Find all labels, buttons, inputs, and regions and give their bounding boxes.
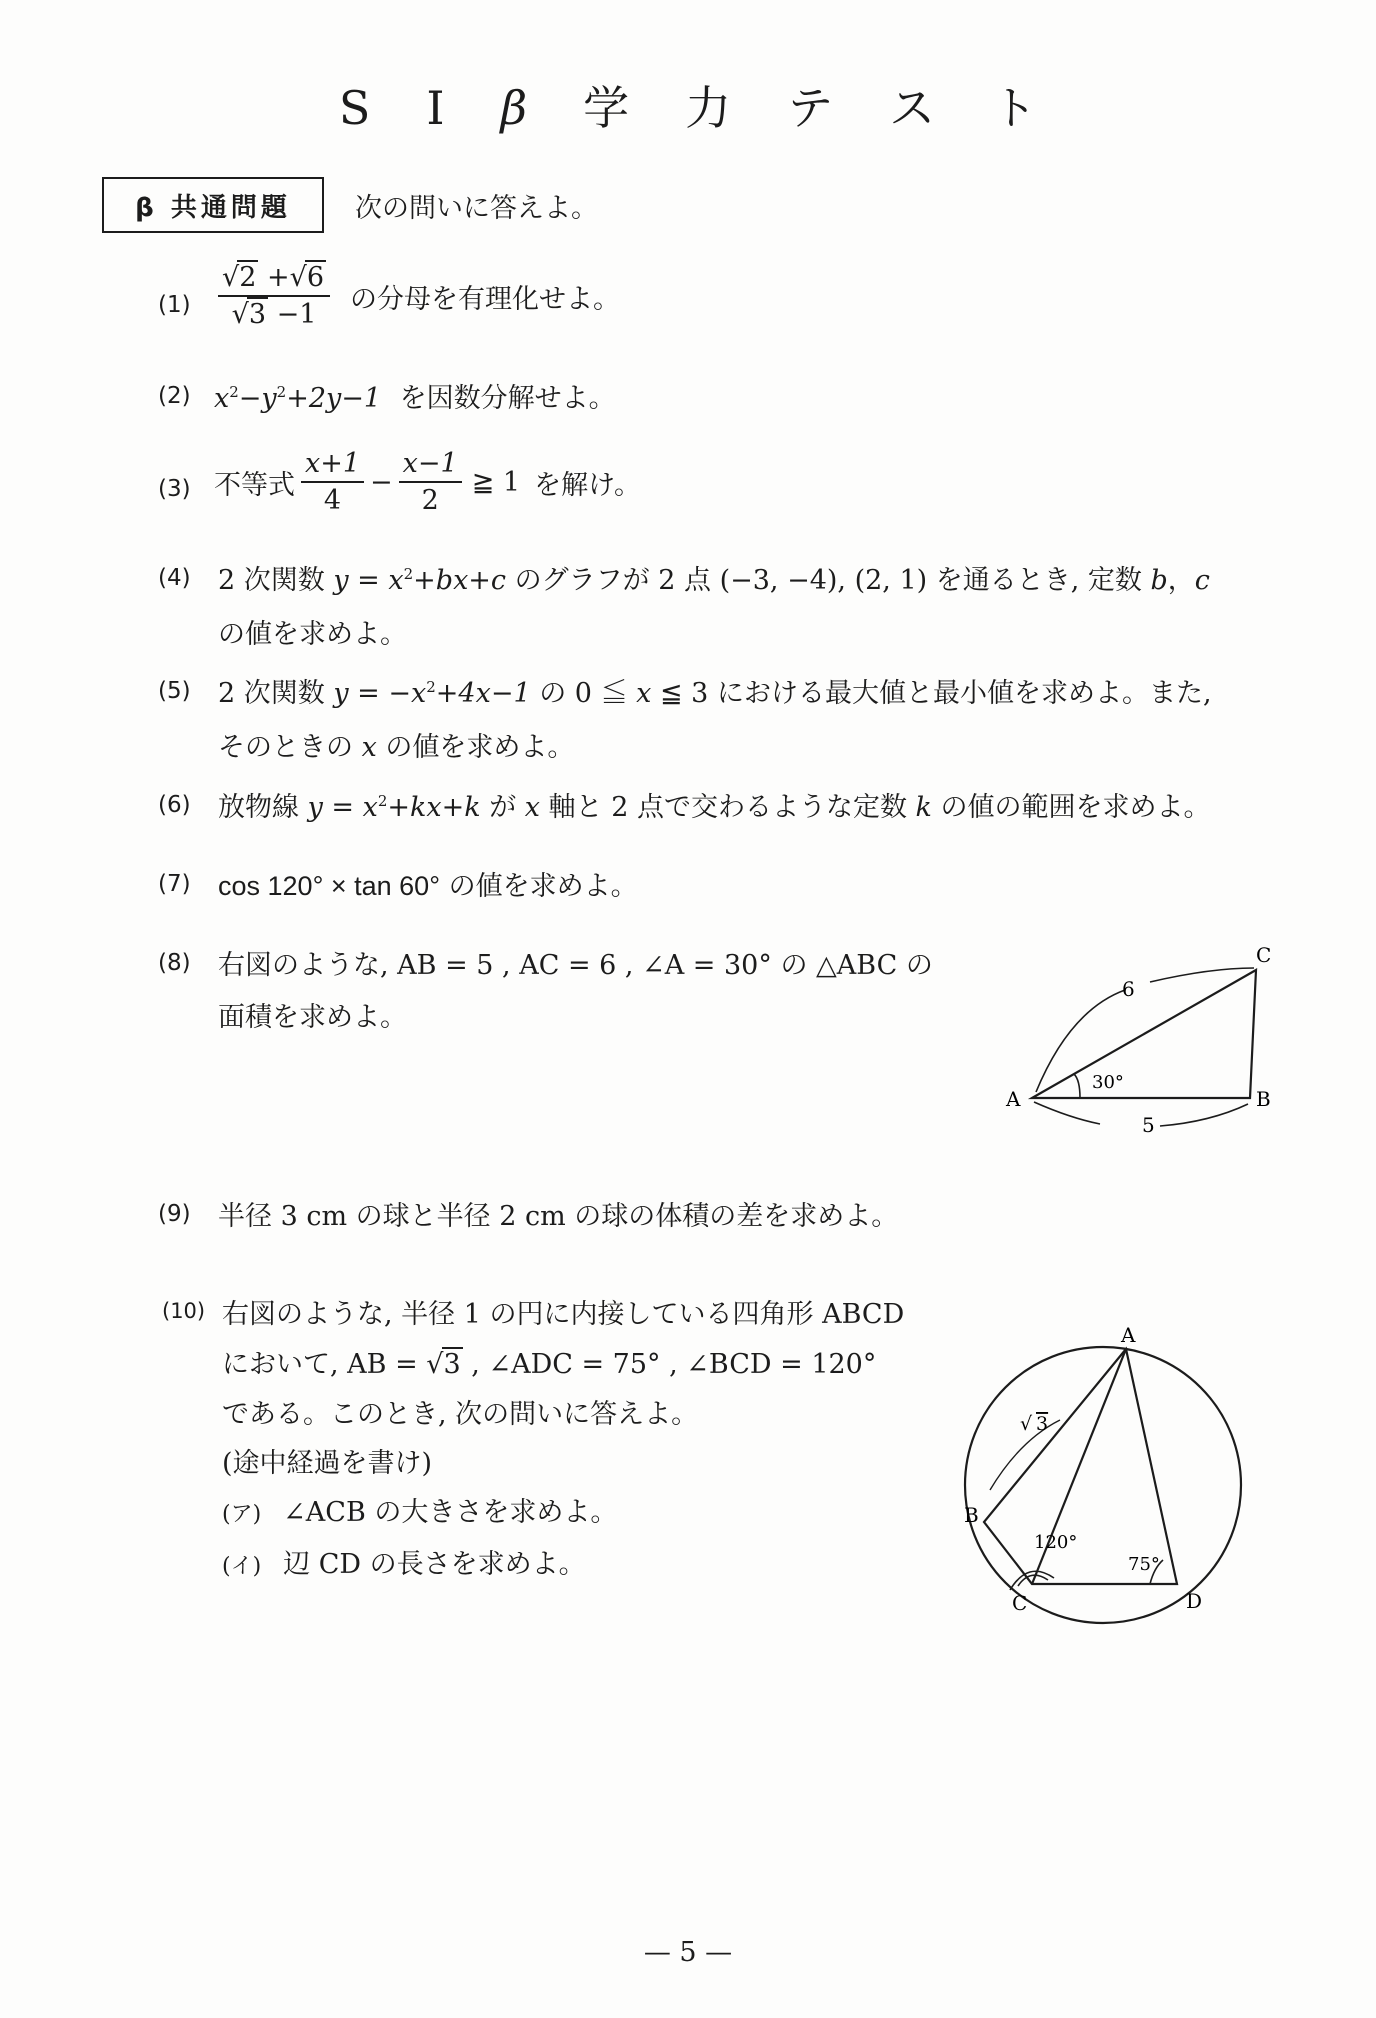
q9-number: (9): [158, 1201, 191, 1227]
triangle-abc: [1032, 970, 1256, 1098]
q10-line4: (途中経過を書け): [222, 1448, 433, 1479]
vertex-b-label: B: [1256, 1087, 1271, 1111]
page-number: — 5 —: [643, 1937, 733, 1968]
q9-text: 半径 3 cm の球と半径 2 cm の球の体積の差を求めよ。: [218, 1201, 899, 1232]
q4-line1: 2 次関数 $y = x^2+bx+c$ のグラフが 2 点 (−3, −4), (2, 1) を通るとき, 定数 b，c: [218, 565, 1210, 596]
vertex-b-label: B: [964, 1503, 979, 1527]
angle-d-label: 75°: [1128, 1554, 1160, 1575]
side-ac-label: 6: [1122, 977, 1135, 1001]
q3-number: (3): [158, 476, 191, 502]
q10-line1: 右図のような, 半径 1 の円に内接している四角形 ABCD: [222, 1299, 905, 1330]
q4-line2: の値を求めよ。: [218, 619, 407, 650]
circle-quadrilateral-figure: [950, 1323, 1250, 1615]
q1-number: (1): [158, 292, 191, 318]
arc-ab-right: [1160, 1104, 1248, 1126]
q10-number: (10): [162, 1299, 206, 1323]
q10-line3: である。このとき, 次の問いに答えよ。: [222, 1399, 699, 1430]
angle-c-arc-outer: [1010, 1571, 1054, 1590]
q8-line1: 右図のような, AB = 5 , AC = 6 , ∠A = 30° の △ABC の: [218, 950, 933, 981]
q4-number: (4): [158, 565, 191, 591]
q5-number: (5): [158, 678, 191, 704]
arc-ab-left: [1034, 1102, 1100, 1124]
vertex-c-label: C: [1256, 943, 1272, 967]
angle-a-arc: [1074, 1074, 1080, 1098]
q10-sub-b: (イ) 辺 CD の長さを求めよ。: [222, 1549, 586, 1580]
vertex-d-label: D: [1186, 1589, 1203, 1613]
angle-a-label: 30°: [1092, 1072, 1124, 1093]
q2-text: $x^2-y^2+2y-1$ を因数分解せよ。: [214, 383, 616, 414]
section-label: β 共通問題: [102, 177, 324, 233]
q10-sub-a: (ア) ∠ACB の大きさを求めよ。: [222, 1497, 618, 1528]
q6-text: 放物線 $y = x^2+kx+k$ が x 軸と 2 点で交わるような定数 k の値の範囲を求めよ。: [218, 792, 1211, 823]
q1-text: $\frac{√2 +√6}{√3 -1}$ の分母を有理化せよ。: [212, 262, 620, 330]
triangle-figure: [1000, 940, 1300, 1160]
quadrilateral-abcd: [984, 1349, 1177, 1584]
side-ab-root-sign: √: [1020, 1413, 1033, 1435]
q8-line2: 面積を求めよ。: [218, 1002, 407, 1033]
q5-line2: そのときの x の値を求めよ。: [218, 732, 575, 763]
page-title: S I β 学 力 テ ス ト: [338, 81, 1038, 135]
section-instruction: 次の問いに答えよ。: [355, 193, 598, 224]
q8-number: (8): [158, 950, 191, 976]
q3-text: 不等式 $\frac{x+1}{4}$ − $\frac{x-1}{2}$ ≧ 1 を解け。: [214, 448, 641, 516]
q7-number: (7): [158, 871, 191, 897]
side-ab-label: 5: [1142, 1113, 1155, 1137]
q5-line1: 2 次関数 $y = -x^2+4x-1$ の 0 ≦ x ≦ 3 における最大値と最小値を求めよ。また,: [218, 678, 1212, 709]
vertex-c-label: C: [1012, 1591, 1028, 1615]
vertex-a-label: A: [1006, 1087, 1021, 1111]
circumcircle: [965, 1347, 1241, 1623]
q10-line2: において, AB = √3 , ∠ADC = 75° , ∠BCD = 120°: [222, 1349, 877, 1380]
q2-number: (2): [158, 383, 191, 409]
angle-c-label: 120°: [1034, 1532, 1078, 1553]
vertex-a-label: A: [1121, 1323, 1136, 1347]
q6-number: (6): [158, 792, 191, 818]
q1-fraction: $\frac{√2 +√6}{√3 -1}$: [218, 262, 330, 330]
q7-text: cos 120° × tan 60° の値を求めよ。: [218, 871, 638, 902]
side-ab-label: 3: [1036, 1413, 1049, 1435]
